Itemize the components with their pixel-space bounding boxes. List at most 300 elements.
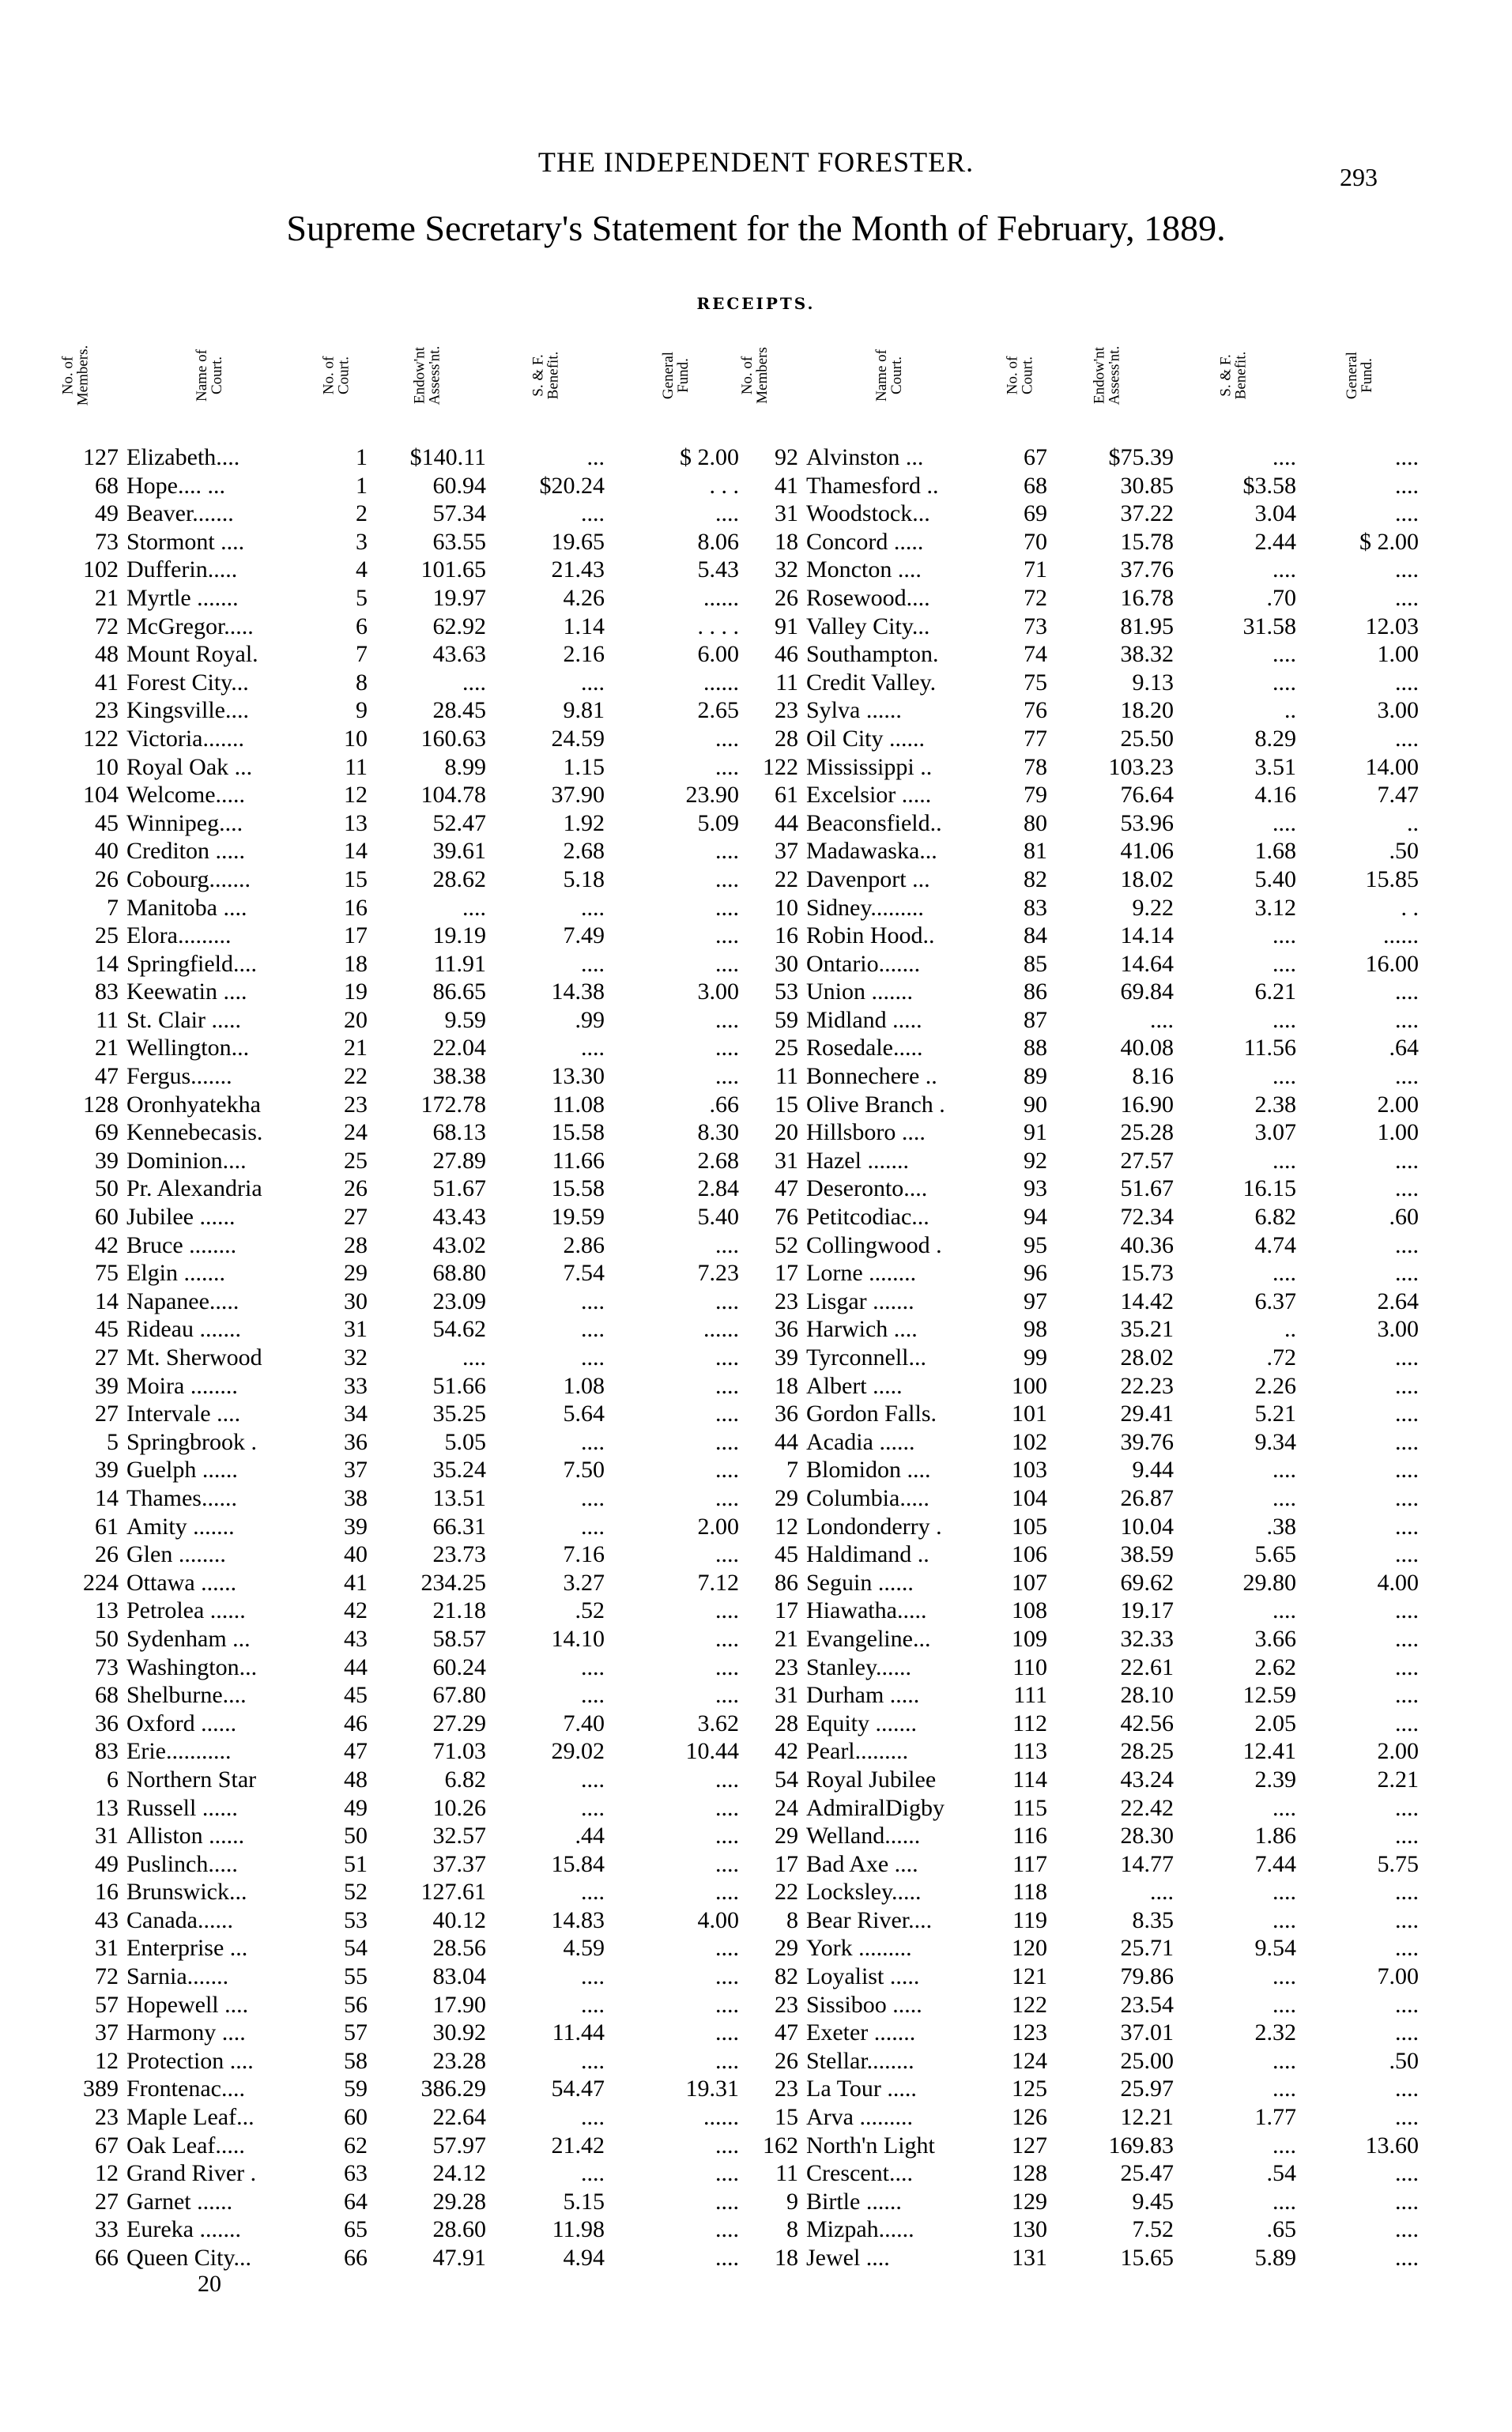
general-fund-cell: .60 <box>1389 1204 1419 1231</box>
endowment-cell: 28.62 <box>432 865 486 892</box>
sf-benefit-cell: 14.83 <box>551 1906 605 1933</box>
members-cell: 8 <box>786 1906 798 1933</box>
endowment-cell: 37.22 <box>1120 500 1174 527</box>
general-fund-cell: .... <box>715 1063 739 1090</box>
general-fund-cell: .... <box>1395 1175 1419 1202</box>
court-number-cell: 36 <box>344 1428 368 1455</box>
court-number-cell: 8 <box>356 669 368 696</box>
receipts-table <box>0 443 1512 2272</box>
members-cell: 18 <box>775 528 798 555</box>
court-name-cell: Keewatin .... <box>126 978 247 1005</box>
court-number-cell: 13 <box>344 809 368 836</box>
table-row <box>0 1175 1512 1203</box>
members-cell: 49 <box>95 1850 119 1877</box>
court-name-cell: Winnipeg.... <box>126 809 243 836</box>
court-number-cell: 62 <box>344 2132 368 2159</box>
general-fund-cell: 2.00 <box>1377 1738 1419 1765</box>
endowment-cell: 14.77 <box>1120 1850 1174 1877</box>
members-cell: 23 <box>95 2104 119 2131</box>
endowment-cell: 39.76 <box>1120 1428 1174 1455</box>
court-number-cell: 24 <box>344 1119 368 1146</box>
general-fund-cell: .... <box>715 1823 739 1849</box>
general-fund-cell: .... <box>715 2160 739 2187</box>
sf-benefit-cell: .... <box>581 1484 605 1511</box>
general-fund-cell: ...... <box>703 669 739 696</box>
endowment-cell: 42.56 <box>1120 1710 1174 1736</box>
members-cell: 128 <box>83 1091 119 1118</box>
court-number-cell: 25 <box>344 1147 368 1174</box>
sf-benefit-cell: .65 <box>1266 2216 1296 2243</box>
court-number-cell: 109 <box>1012 1625 1047 1652</box>
sf-benefit-cell: 5.21 <box>1254 1401 1296 1427</box>
endowment-cell: 57.97 <box>432 2132 486 2159</box>
court-number-cell: 128 <box>1012 2160 1047 2187</box>
endowment-cell: 9.45 <box>1132 2188 1174 2215</box>
court-name-cell: Davenport ... <box>806 865 930 892</box>
sf-benefit-cell: 11.08 <box>552 1091 605 1118</box>
members-cell: 30 <box>775 950 798 977</box>
table-row <box>0 2244 1512 2272</box>
general-fund-cell: 6.00 <box>697 641 739 668</box>
general-fund-cell: .... <box>715 1006 739 1033</box>
court-number-cell: 50 <box>344 1823 368 1849</box>
column-header: S. & F. Benefit. <box>530 351 561 400</box>
members-cell: 14 <box>95 950 119 977</box>
court-number-cell: 48 <box>344 1766 368 1793</box>
court-number-cell: 69 <box>1024 500 1047 527</box>
court-name-cell: Londonderry . <box>806 1513 942 1540</box>
table-row <box>0 1062 1512 1091</box>
court-number-cell: 29 <box>344 1260 368 1287</box>
court-name-cell: AdmiralDigby <box>806 1794 945 1821</box>
endowment-cell: 101.65 <box>420 556 486 583</box>
court-name-cell: Moncton .... <box>806 556 922 583</box>
table-row <box>0 1878 1512 1906</box>
members-cell: 26 <box>775 584 798 611</box>
court-name-cell: Excelsior ..... <box>806 782 932 809</box>
court-number-cell: 60 <box>344 2104 368 2131</box>
endowment-cell: 37.76 <box>1120 556 1174 583</box>
endowment-cell: .... <box>1150 1006 1174 1033</box>
court-name-cell: Forest City... <box>126 669 249 696</box>
court-number-cell: 90 <box>1024 1091 1047 1118</box>
members-cell: 23 <box>775 1991 798 2018</box>
general-fund-cell: .... <box>1395 1147 1419 1174</box>
general-fund-cell: 3.00 <box>1377 697 1419 724</box>
sf-benefit-cell: 7.49 <box>563 922 605 949</box>
sf-benefit-cell: .... <box>1273 2047 1296 2074</box>
endowment-cell: 17.90 <box>432 1991 486 2018</box>
table-row <box>0 1288 1512 1316</box>
court-name-cell: Equity ....... <box>806 1710 917 1736</box>
court-number-cell: 113 <box>1012 1738 1047 1765</box>
table-row <box>0 1597 1512 1625</box>
court-number-cell: 31 <box>344 1316 368 1343</box>
court-name-cell: La Tour ..... <box>806 2076 917 2102</box>
endowment-cell: 9.59 <box>444 1006 486 1033</box>
court-number-cell: 100 <box>1012 1372 1047 1399</box>
court-number-cell: 107 <box>1012 1569 1047 1596</box>
court-name-cell: Robin Hood.. <box>806 922 935 949</box>
court-name-cell: Crediton ..... <box>126 838 245 865</box>
sf-benefit-cell: 29.02 <box>551 1738 605 1765</box>
endowment-cell: 28.56 <box>432 1935 486 1962</box>
general-fund-cell: .... <box>715 1372 739 1399</box>
sf-benefit-cell: .... <box>1273 1597 1296 1624</box>
members-cell: 47 <box>775 1175 798 1202</box>
table-row <box>0 2075 1512 2103</box>
endowment-cell: 47.91 <box>432 2245 486 2271</box>
general-fund-cell: .... <box>1395 1428 1419 1455</box>
members-cell: 44 <box>775 809 798 836</box>
sf-benefit-cell: 5.65 <box>1254 1541 1296 1568</box>
members-cell: 50 <box>95 1625 119 1652</box>
sf-benefit-cell: 15.84 <box>551 1850 605 1877</box>
court-number-cell: 44 <box>344 1653 368 1680</box>
sf-benefit-cell: 3.07 <box>1254 1119 1296 1146</box>
sf-benefit-cell: .54 <box>1266 2160 1296 2187</box>
court-number-cell: 57 <box>344 2019 368 2046</box>
general-fund-cell: .... <box>1395 2019 1419 2046</box>
court-name-cell: Elora......... <box>126 922 232 949</box>
court-name-cell: Harmony .... <box>126 2019 246 2046</box>
court-number-cell: 3 <box>356 528 368 555</box>
court-name-cell: Mount Royal. <box>126 641 258 668</box>
court-name-cell: Collingwood . <box>806 1231 942 1258</box>
general-fund-cell: 5.43 <box>697 556 739 583</box>
sf-benefit-cell: 9.81 <box>563 697 605 724</box>
sf-benefit-cell: .... <box>1273 641 1296 668</box>
endowment-cell: 67.80 <box>432 1682 486 1709</box>
court-number-cell: 94 <box>1024 1204 1047 1231</box>
sf-benefit-cell: .... <box>581 1428 605 1455</box>
sf-benefit-cell: .. <box>1284 1316 1296 1343</box>
general-fund-cell: .... <box>1395 2188 1419 2215</box>
court-name-cell: North'n Light <box>806 2132 935 2159</box>
table-row <box>0 1203 1512 1231</box>
sf-benefit-cell: .... <box>581 1288 605 1314</box>
sf-benefit-cell: 2.16 <box>563 641 605 668</box>
general-fund-cell: .... <box>1395 1513 1419 1540</box>
general-fund-cell: 1.00 <box>1377 1119 1419 1146</box>
court-name-cell: Hope.... ... <box>126 472 225 499</box>
members-cell: 53 <box>775 978 798 1005</box>
court-number-cell: 68 <box>1024 472 1047 499</box>
court-name-cell: Deseronto.... <box>806 1175 928 1202</box>
column-header: S. & F. Benefit. <box>1217 351 1249 400</box>
members-cell: 27 <box>95 1401 119 1427</box>
general-fund-cell: .... <box>715 1597 739 1624</box>
court-number-cell: 110 <box>1012 1653 1047 1680</box>
court-name-cell: Eureka ....... <box>126 2216 241 2243</box>
endowment-cell: 29.41 <box>1120 1401 1174 1427</box>
endowment-cell: 19.97 <box>432 584 486 611</box>
sf-benefit-cell: 1.68 <box>1254 838 1296 865</box>
general-fund-cell: 3.00 <box>1377 1316 1419 1343</box>
sf-benefit-cell: 1.14 <box>563 613 605 639</box>
court-name-cell: Oxford ...... <box>126 1710 237 1736</box>
general-fund-cell: .... <box>715 1457 739 1484</box>
court-number-cell: 2 <box>356 500 368 527</box>
sf-benefit-cell: 6.21 <box>1254 978 1296 1005</box>
court-number-cell: 30 <box>344 1288 368 1314</box>
members-cell: 23 <box>775 697 798 724</box>
general-fund-cell: .... <box>1395 669 1419 696</box>
endowment-cell: 23.09 <box>432 1288 486 1314</box>
court-name-cell: Glen ........ <box>126 1541 226 1568</box>
court-name-cell: Tyrconnell... <box>806 1344 927 1371</box>
general-fund-cell: .... <box>1395 500 1419 527</box>
endowment-cell: 38.32 <box>1120 641 1174 668</box>
column-header: General Fund. <box>1344 351 1376 400</box>
sf-benefit-cell: .... <box>1273 2132 1296 2159</box>
court-name-cell: Bad Axe .... <box>806 1850 918 1877</box>
court-name-cell: Alliston ...... <box>126 1823 245 1849</box>
court-name-cell: Hillsboro .... <box>806 1119 926 1146</box>
endowment-cell: 23.28 <box>432 2047 486 2074</box>
members-cell: 24 <box>775 1794 798 1821</box>
sf-benefit-cell: .... <box>1273 1794 1296 1821</box>
table-row <box>0 528 1512 556</box>
members-cell: 18 <box>775 1372 798 1399</box>
endowment-cell: 83.04 <box>432 1963 486 1990</box>
members-cell: 11 <box>775 669 798 696</box>
endowment-cell: 51.67 <box>432 1175 486 1202</box>
court-number-cell: 15 <box>344 865 368 892</box>
court-name-cell: Alvinston ... <box>806 444 924 470</box>
endowment-cell: 35.25 <box>432 1401 486 1427</box>
endowment-cell: .... <box>462 894 486 921</box>
endowment-cell: 58.57 <box>432 1625 486 1652</box>
court-number-cell: 131 <box>1012 2245 1047 2271</box>
sf-benefit-cell: 2.68 <box>563 838 605 865</box>
general-fund-cell: .... <box>1395 2104 1419 2131</box>
court-name-cell: Beaconsfield.. <box>806 809 942 836</box>
court-name-cell: Locksley..... <box>806 1879 922 1906</box>
court-number-cell: 26 <box>344 1175 368 1202</box>
court-name-cell: Seguin ...... <box>806 1569 914 1596</box>
sf-benefit-cell: .... <box>1273 556 1296 583</box>
general-fund-cell: .... <box>715 500 739 527</box>
court-number-cell: 103 <box>1012 1457 1047 1484</box>
general-fund-cell: .... <box>715 1625 739 1652</box>
sf-benefit-cell: .... <box>1273 669 1296 696</box>
members-cell: 33 <box>95 2216 119 2243</box>
court-name-cell: Loyalist ..... <box>806 1963 920 1990</box>
endowment-cell: 16.78 <box>1120 584 1174 611</box>
sf-benefit-cell: 2.05 <box>1254 1710 1296 1736</box>
sf-benefit-cell: .... <box>581 1653 605 1680</box>
table-row <box>0 1625 1512 1653</box>
court-number-cell: 119 <box>1012 1906 1047 1933</box>
members-cell: 10 <box>95 753 119 780</box>
court-number-cell: 84 <box>1024 922 1047 949</box>
endowment-cell: 25.00 <box>1120 2047 1174 2074</box>
members-cell: 122 <box>83 725 119 752</box>
endowment-cell: $75.39 <box>1108 444 1174 470</box>
table-row <box>0 1822 1512 1850</box>
general-fund-cell: .... <box>715 1484 739 1511</box>
court-number-cell: 76 <box>1024 697 1047 724</box>
endowment-cell: 57.34 <box>432 500 486 527</box>
court-name-cell: Bruce ........ <box>126 1231 237 1258</box>
general-fund-cell: 15.85 <box>1365 865 1419 892</box>
sf-benefit-cell: 21.43 <box>551 556 605 583</box>
members-cell: 69 <box>95 1119 119 1146</box>
sf-benefit-cell: .... <box>1273 1147 1296 1174</box>
members-cell: 29 <box>775 1823 798 1849</box>
court-name-cell: Madawaska... <box>806 838 937 865</box>
general-fund-cell: 4.00 <box>697 1906 739 1933</box>
table-row <box>0 978 1512 1006</box>
endowment-cell: 35.21 <box>1120 1316 1174 1343</box>
general-fund-cell: .... <box>715 1428 739 1455</box>
court-number-cell: 86 <box>1024 978 1047 1005</box>
members-cell: 104 <box>83 782 119 809</box>
court-name-cell: Intervale .... <box>126 1401 241 1427</box>
general-fund-cell: 23.90 <box>685 782 739 809</box>
endowment-cell: 40.36 <box>1120 1231 1174 1258</box>
general-fund-cell: .... <box>1395 725 1419 752</box>
general-fund-cell: .... <box>715 1963 739 1990</box>
court-name-cell: Pr. Alexandria <box>126 1175 262 1202</box>
members-cell: 37 <box>95 2019 119 2046</box>
members-cell: 162 <box>763 2132 798 2159</box>
table-row <box>0 753 1512 782</box>
general-fund-cell: .... <box>715 1935 739 1962</box>
court-number-cell: 83 <box>1024 894 1047 921</box>
court-number-cell: 43 <box>344 1625 368 1652</box>
sf-benefit-cell: .... <box>581 1035 605 1061</box>
court-number-cell: 9 <box>356 697 368 724</box>
court-name-cell: Bear River.... <box>806 1906 933 1933</box>
sf-benefit-cell: .70 <box>1266 584 1296 611</box>
sf-benefit-cell: 31.58 <box>1242 613 1296 639</box>
members-cell: 26 <box>95 865 119 892</box>
endowment-cell: 25.28 <box>1120 1119 1174 1146</box>
table-row <box>0 837 1512 865</box>
endowment-cell: 60.24 <box>432 1653 486 1680</box>
sf-benefit-cell: 2.86 <box>563 1231 605 1258</box>
general-fund-cell: .... <box>1395 1794 1419 1821</box>
members-cell: 91 <box>775 613 798 639</box>
general-fund-cell: 16.00 <box>1365 950 1419 977</box>
court-name-cell: Sissiboo ..... <box>806 1991 922 2018</box>
table-row <box>0 1934 1512 1963</box>
endowment-cell: 160.63 <box>420 725 486 752</box>
members-cell: 5 <box>107 1428 119 1455</box>
members-cell: 26 <box>775 2047 798 2074</box>
sf-benefit-cell: .... <box>581 500 605 527</box>
general-fund-cell: 3.62 <box>697 1710 739 1736</box>
sf-benefit-cell: .... <box>581 2104 605 2131</box>
general-fund-cell: .... <box>715 2132 739 2159</box>
members-cell: 50 <box>95 1175 119 1202</box>
members-cell: 54 <box>775 1766 798 1793</box>
sf-benefit-cell: .... <box>581 2047 605 2074</box>
footer-total: 20 <box>198 2271 221 2297</box>
sf-benefit-cell: .... <box>581 1513 605 1540</box>
members-cell: 12 <box>775 1513 798 1540</box>
column-header: No. of Court. <box>320 356 352 395</box>
court-number-cell: 101 <box>1012 1401 1047 1427</box>
general-fund-cell: .... <box>715 2047 739 2074</box>
general-fund-cell: .... <box>1395 1935 1419 1962</box>
endowment-cell: 22.64 <box>432 2104 486 2131</box>
court-name-cell: Moira ........ <box>126 1372 238 1399</box>
members-cell: 102 <box>83 556 119 583</box>
court-number-cell: 46 <box>344 1710 368 1736</box>
general-fund-cell: .... <box>715 894 739 921</box>
endowment-cell: 103.23 <box>1108 753 1174 780</box>
court-name-cell: Credit Valley. <box>806 669 937 696</box>
members-cell: 23 <box>775 1288 798 1314</box>
court-number-cell: 14 <box>344 838 368 865</box>
court-name-cell: Midland ..... <box>806 1006 922 1033</box>
endowment-cell: 28.10 <box>1120 1682 1174 1709</box>
court-name-cell: Stormont .... <box>126 528 245 555</box>
members-cell: 17 <box>775 1260 798 1287</box>
table-row <box>0 669 1512 697</box>
endowment-cell: 169.83 <box>1108 2132 1174 2159</box>
court-number-cell: 121 <box>1012 1963 1047 1990</box>
court-number-cell: 105 <box>1012 1513 1047 1540</box>
court-name-cell: Oil City ...... <box>806 725 926 752</box>
sf-benefit-cell: 15.58 <box>551 1175 605 1202</box>
members-cell: 21 <box>775 1625 798 1652</box>
court-name-cell: Fergus....... <box>126 1063 232 1090</box>
members-cell: 48 <box>95 641 119 668</box>
members-cell: 61 <box>775 782 798 809</box>
table-row <box>0 1147 1512 1175</box>
members-cell: 72 <box>95 613 119 639</box>
endowment-cell: 32.57 <box>432 1823 486 1849</box>
general-fund-cell: .... <box>1395 1372 1419 1399</box>
table-row <box>0 922 1512 950</box>
endowment-cell: 172.78 <box>420 1091 486 1118</box>
endowment-cell: 12.21 <box>1120 2104 1174 2131</box>
page-header <box>0 145 1512 193</box>
general-fund-cell: . . <box>1401 894 1419 921</box>
members-cell: 22 <box>775 865 798 892</box>
members-cell: 76 <box>775 1204 798 1231</box>
court-number-cell: 95 <box>1024 1231 1047 1258</box>
court-number-cell: 59 <box>344 2076 368 2102</box>
general-fund-cell: .... <box>1395 444 1419 470</box>
court-number-cell: 71 <box>1024 556 1047 583</box>
table-row <box>0 696 1512 725</box>
court-name-cell: Blomidon .... <box>806 1457 931 1484</box>
column-header: Endow'nt Assess'nt. <box>411 345 443 405</box>
court-number-cell: 120 <box>1012 1935 1047 1962</box>
table-row <box>0 1372 1512 1401</box>
members-cell: 17 <box>775 1850 798 1877</box>
table-row <box>0 1513 1512 1541</box>
endowment-cell: 76.64 <box>1120 782 1174 809</box>
endowment-cell: 14.14 <box>1120 922 1174 949</box>
sf-benefit-cell: 7.40 <box>563 1710 605 1736</box>
members-cell: 39 <box>95 1457 119 1484</box>
general-fund-cell: .... <box>1395 2216 1419 2243</box>
court-name-cell: Thamesford .. <box>806 472 939 499</box>
members-cell: 389 <box>83 2076 119 2102</box>
sf-benefit-cell: 2.62 <box>1254 1653 1296 1680</box>
general-fund-cell: .... <box>1395 2245 1419 2271</box>
members-cell: 86 <box>775 1569 798 1596</box>
general-fund-cell: .... <box>715 1991 739 2018</box>
general-fund-cell: 4.00 <box>1377 1569 1419 1596</box>
members-cell: 31 <box>95 1935 119 1962</box>
